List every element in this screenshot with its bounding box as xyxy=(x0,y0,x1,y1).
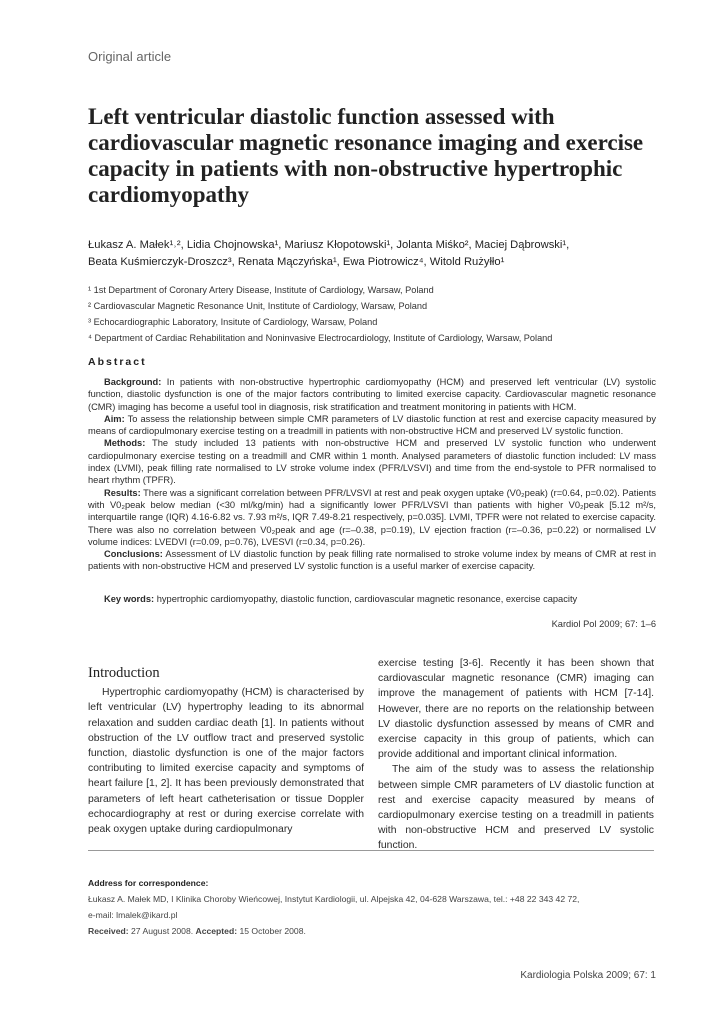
affiliation-item: ⁴ Department of Cardiac Rehabilitation and Noninvasive Electrocardiology, Institute of Cardiology, Warsaw, Poland xyxy=(88,333,553,343)
title-line: Left ventricular diastolic function assessed with xyxy=(88,104,555,129)
title-line: capacity in patients with non-obstructive hypertrophic xyxy=(88,156,623,181)
affiliation-list xyxy=(88,282,688,346)
background-label: Background: xyxy=(104,377,162,387)
methods-label: Methods: xyxy=(104,438,146,449)
accepted-label: Accepted: xyxy=(195,926,238,936)
accepted-date: 15 October 2008. xyxy=(237,926,306,936)
body-column-left xyxy=(88,656,364,837)
journal-citation: Kardiol Pol 2009; 67: 1–6 xyxy=(551,619,656,629)
correspondence-heading: Address for correspondence: xyxy=(88,878,209,888)
received-date: 27 August 2008. xyxy=(128,926,196,936)
affiliation-item: ³ Echocardiographic Laboratory, Insitute of Cardiology, Warsaw, Poland xyxy=(88,317,378,327)
correspondence-dates xyxy=(88,923,668,939)
aim-text: To assess the relationship between simple CMR parameters of LV diastolic function at rest and exercise capacity measured by means of cardiopulmonary exercise testing on a treadmill in patients with non-obstructive HCM and preserved LV systolic function. xyxy=(88,413,656,437)
abstract-body xyxy=(88,376,656,573)
abstract-methods xyxy=(88,437,656,486)
abstract-results xyxy=(88,487,656,548)
affiliation-item: ² Cardiovascular Magnetic Resonance Unit, Institute of Cardiology, Warsaw, Poland xyxy=(88,301,428,311)
results-label: Results: xyxy=(104,487,141,498)
author-line: Łukasz A. Małek¹˒², Lidia Chojnowska¹, Mariusz Kłopotowski¹, Jolanta Miśko², Maciej Dąbrowski¹, xyxy=(88,239,570,251)
methods-text: The study included 13 patients with non-obstructive HCM and preserved LV systolic function who underwent cardiopulmonary exercise testing on a treadmill and CMR within 1 month. Analysed parameters of diastolic function included: LV mass index (LVMI), peak filling rate normalised to LV stroke volume index (PFR/LVSVI) and time from the end-systole to PFR normalised to heart rhythm (TPFR). xyxy=(88,438,656,486)
author-list xyxy=(88,237,648,271)
keywords-label: Key words: xyxy=(104,594,155,604)
correspondence-address: Łukasz A. Małek MD, I Klinika Choroby Wieńcowej, Instytut Kardiologii, ul. Alpejska 42, 04-628 Warszawa, tel.: +48 22 343 42 72, xyxy=(88,894,580,904)
body-paragraph: exercise testing [3-6]. Recently it has been shown that cardiovascular magnetic resonance (CMR) imaging can improve the management of patients with HCM [7-14]. However, there are no reports on the relationship between LV diastolic dysfunction assessed by means of CMR and exercise capacity in this group of patients, which can provide additional and important clinical information. xyxy=(378,658,654,761)
body-paragraph: Hypertrophic cardiomyopathy (HCM) is characterised by left ventricular (LV) hypertrophy leading to its abnormal relaxation and sudden cardiac death [1]. In patients without obstruction of the LV outflow tract and preserved systolic function, diastolic dysfunction is one of the major factors contributing to limited exercise capacity and symptoms of heart failure [1, 2]. It has been previously demonstrated that parameters of left heart catheterisation or tissue Doppler echocardiography at rest or during exercise correlate with peak oxygen uptake during cardiopulmonary xyxy=(88,687,364,836)
background-text: In patients with non-obstructive hypertrophic cardiomyopathy (HCM) and preserved left ventricular (LV) systolic function, diastolic dysfunction is one of the major factors contributing to limited exercise capacity. Cardiovascular magnetic resonance (CMR) imaging has become a useful tool in diagnosis, risk stratification and treatment monitoring in patients with HCM. xyxy=(88,377,656,412)
abstract-heading: Abstract xyxy=(88,356,147,368)
affiliation-item: ¹ 1st Department of Coronary Artery Disease, Institute of Cardiology, Warsaw, Poland xyxy=(88,285,434,295)
title-line: cardiomyopathy xyxy=(88,182,249,207)
keywords xyxy=(104,594,664,604)
correspondence-email: e-mail: lmalek@ikard.pl xyxy=(88,910,178,920)
author-line: Beata Kuśmierczyk-Droszcz³, Renata Mączyńska¹, Ewa Piotrowicz⁴, Witold Rużyłło¹ xyxy=(88,256,505,268)
page-footer: Kardiologia Polska 2009; 67: 1 xyxy=(520,970,656,981)
body-column-right xyxy=(378,656,654,854)
title-line: cardiovascular magnetic resonance imaging and exercise xyxy=(88,130,644,155)
article-type-label: Original article xyxy=(88,49,172,64)
correspondence-block xyxy=(88,875,668,939)
conclusions-label: Conclusions: xyxy=(104,549,163,560)
article-title xyxy=(88,104,668,208)
keywords-text: hypertrophic cardiomyopathy, diastolic function, cardiovascular magnetic resonance, exercise capacity xyxy=(154,594,578,604)
results-text: There was a significant correlation between PFR/LVSVI at rest and peak oxygen uptake (V0₂peak) (r=0.64, p=0.02). Patients with V0₂peak below median (<30 ml/kg/min) had a significantly lower PFR/LVSVI than patients with higher V0₂peak [5.12 m²/s, interquartile range (IQR) 4.16-6.82 vs. 7.93 m²/s, IQR 7.49-8.21 respectively, p=0.035]. LVMI, TPFR were not related to exercise capacity. There was also no correlation between V0₂peak and age (r=–0.38, p=0.19), LV ejection fraction (r=–0.36, p=0.22) or normalised LV volume indices: LVEDVI (r=0.09, p=0.76), LVESVI (r=0.34, p=0.26). xyxy=(88,487,656,547)
abstract-conclusions xyxy=(88,548,656,573)
abstract-aim xyxy=(88,413,656,438)
aim-label: Aim: xyxy=(104,413,125,424)
received-label: Received: xyxy=(88,926,129,936)
abstract-background xyxy=(88,376,656,413)
footnote-divider xyxy=(88,850,654,851)
section-heading-introduction: Introduction xyxy=(88,665,160,681)
conclusions-text: Assessment of LV diastolic function by peak filling rate normalised to stroke volume index by means of CMR at rest in patients with non-obstructive HCM and preserved LV systolic function is a useful marker of exercise capacity. xyxy=(88,549,656,572)
body-paragraph: The aim of the study was to assess the relationship between simple CMR parameters of LV diastolic function at rest and exercise capacity measured by means of cardiopulmonary exercise testing on a treadmill in patients with non-obstructive HCM and preserved LV systolic function. xyxy=(378,764,654,852)
